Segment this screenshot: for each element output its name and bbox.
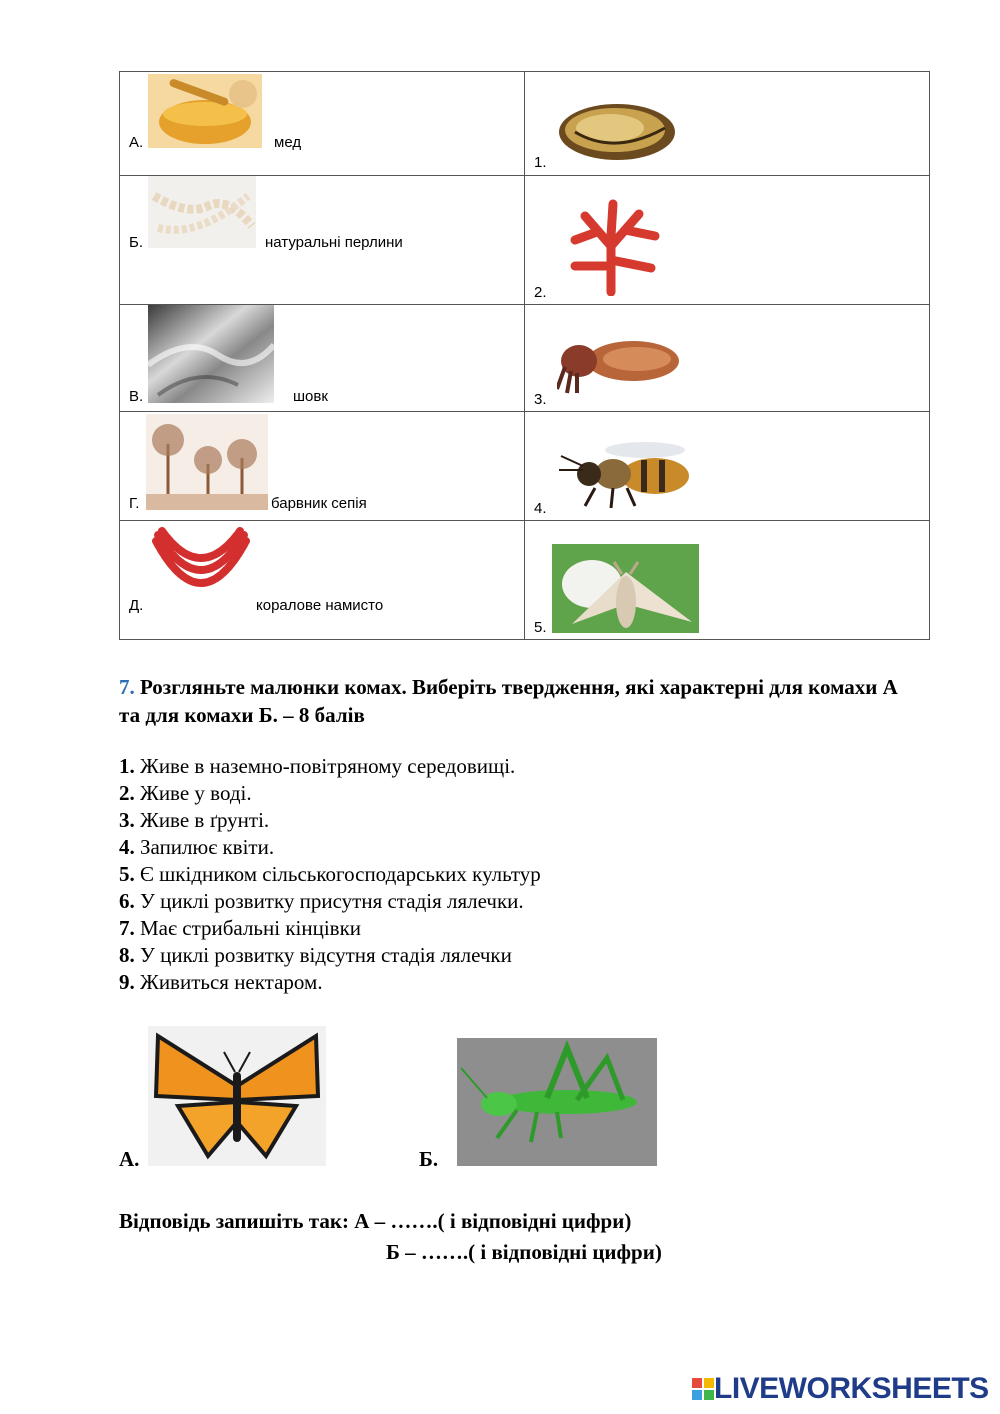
footer-logo[interactable] — [692, 1372, 989, 1406]
right-cell-2 — [525, 176, 930, 305]
red-coral-icon — [555, 196, 667, 296]
statement-item: 5. Є шкідником сільськогосподарських культур — [119, 862, 541, 886]
number-5: 5. — [534, 619, 547, 636]
left-cell-d — [120, 412, 525, 521]
right-cell-4 — [525, 412, 930, 521]
statement-item: 9. Живиться нектаром. — [119, 970, 323, 994]
answer-instruction-line2: Б – …….( і відповідні цифри) — [386, 1240, 662, 1264]
mussel-icon — [555, 98, 679, 166]
statement-item: 4. Запилює квіти. — [119, 835, 275, 859]
statement-item: 6. У циклі розвитку присутня стадія лялечки. — [119, 889, 524, 913]
sepia-painting-icon — [146, 414, 268, 510]
grasshopper-icon — [457, 1038, 657, 1166]
right-cell-1 — [525, 72, 930, 176]
silkworm-moth-icon — [552, 544, 699, 633]
pearls-icon — [148, 176, 256, 248]
silk-icon — [148, 305, 274, 403]
question-text: Розгляньте малюнки комах. Виберіть твердження, які характерні для комахи А та для комахи Б. – 8 балів — [119, 675, 898, 727]
item-name-honey: мед — [274, 134, 302, 151]
left-cell-c — [120, 305, 525, 412]
item-name-silk: шовк — [293, 388, 328, 405]
bee-icon — [555, 436, 695, 512]
number-1: 1. — [534, 154, 547, 171]
item-name-pearls: натуральні перлини — [265, 234, 403, 251]
brand-name: LIVEWORKSHEETS — [714, 1372, 989, 1405]
left-cell-b — [120, 176, 525, 305]
coral-necklace-icon — [152, 525, 250, 617]
butterfly-icon — [148, 1026, 326, 1166]
left-cell-a — [120, 72, 525, 176]
item-name-coral: коралове намисто — [256, 597, 384, 614]
statement-item: 8. У циклі розвитку відсутня стадія лялечки — [119, 943, 512, 967]
question-number: 7. — [119, 675, 135, 699]
matching-table — [119, 71, 930, 640]
answer-instruction-line1: Відповідь запишіть так: А – …….( і відповідні цифри) — [119, 1209, 632, 1233]
number-4: 4. — [534, 500, 547, 517]
letter-b: Б. — [129, 234, 144, 251]
insect-a-label: А. — [119, 1147, 140, 1171]
statement-item: 1. Живе в наземно-повітряному середовищі. — [119, 754, 516, 778]
statement-item: 3. Живе в ґрунті. — [119, 808, 270, 832]
insect-b-label: Б. — [419, 1147, 439, 1171]
letter-d: Г. — [129, 495, 140, 512]
right-cell-3 — [525, 305, 930, 412]
statement-list — [119, 753, 541, 996]
right-cell-5 — [525, 521, 930, 640]
honey-icon — [148, 74, 262, 148]
statement-item: 7. Має стрибальні кінцівки — [119, 916, 362, 940]
letter-e: Д. — [129, 597, 144, 614]
letter-c: В. — [129, 388, 144, 405]
statement-item: 2. Живе у воді. — [119, 781, 252, 805]
item-name-sepia: барвник сепія — [271, 495, 367, 512]
number-2: 2. — [534, 284, 547, 301]
letter-a: А. — [129, 134, 144, 151]
number-3: 3. — [534, 391, 547, 408]
liveworksheets-logo-icon — [692, 1376, 714, 1402]
question-title — [119, 673, 919, 729]
cuttlefish-icon — [557, 331, 681, 395]
left-cell-e — [120, 521, 525, 640]
